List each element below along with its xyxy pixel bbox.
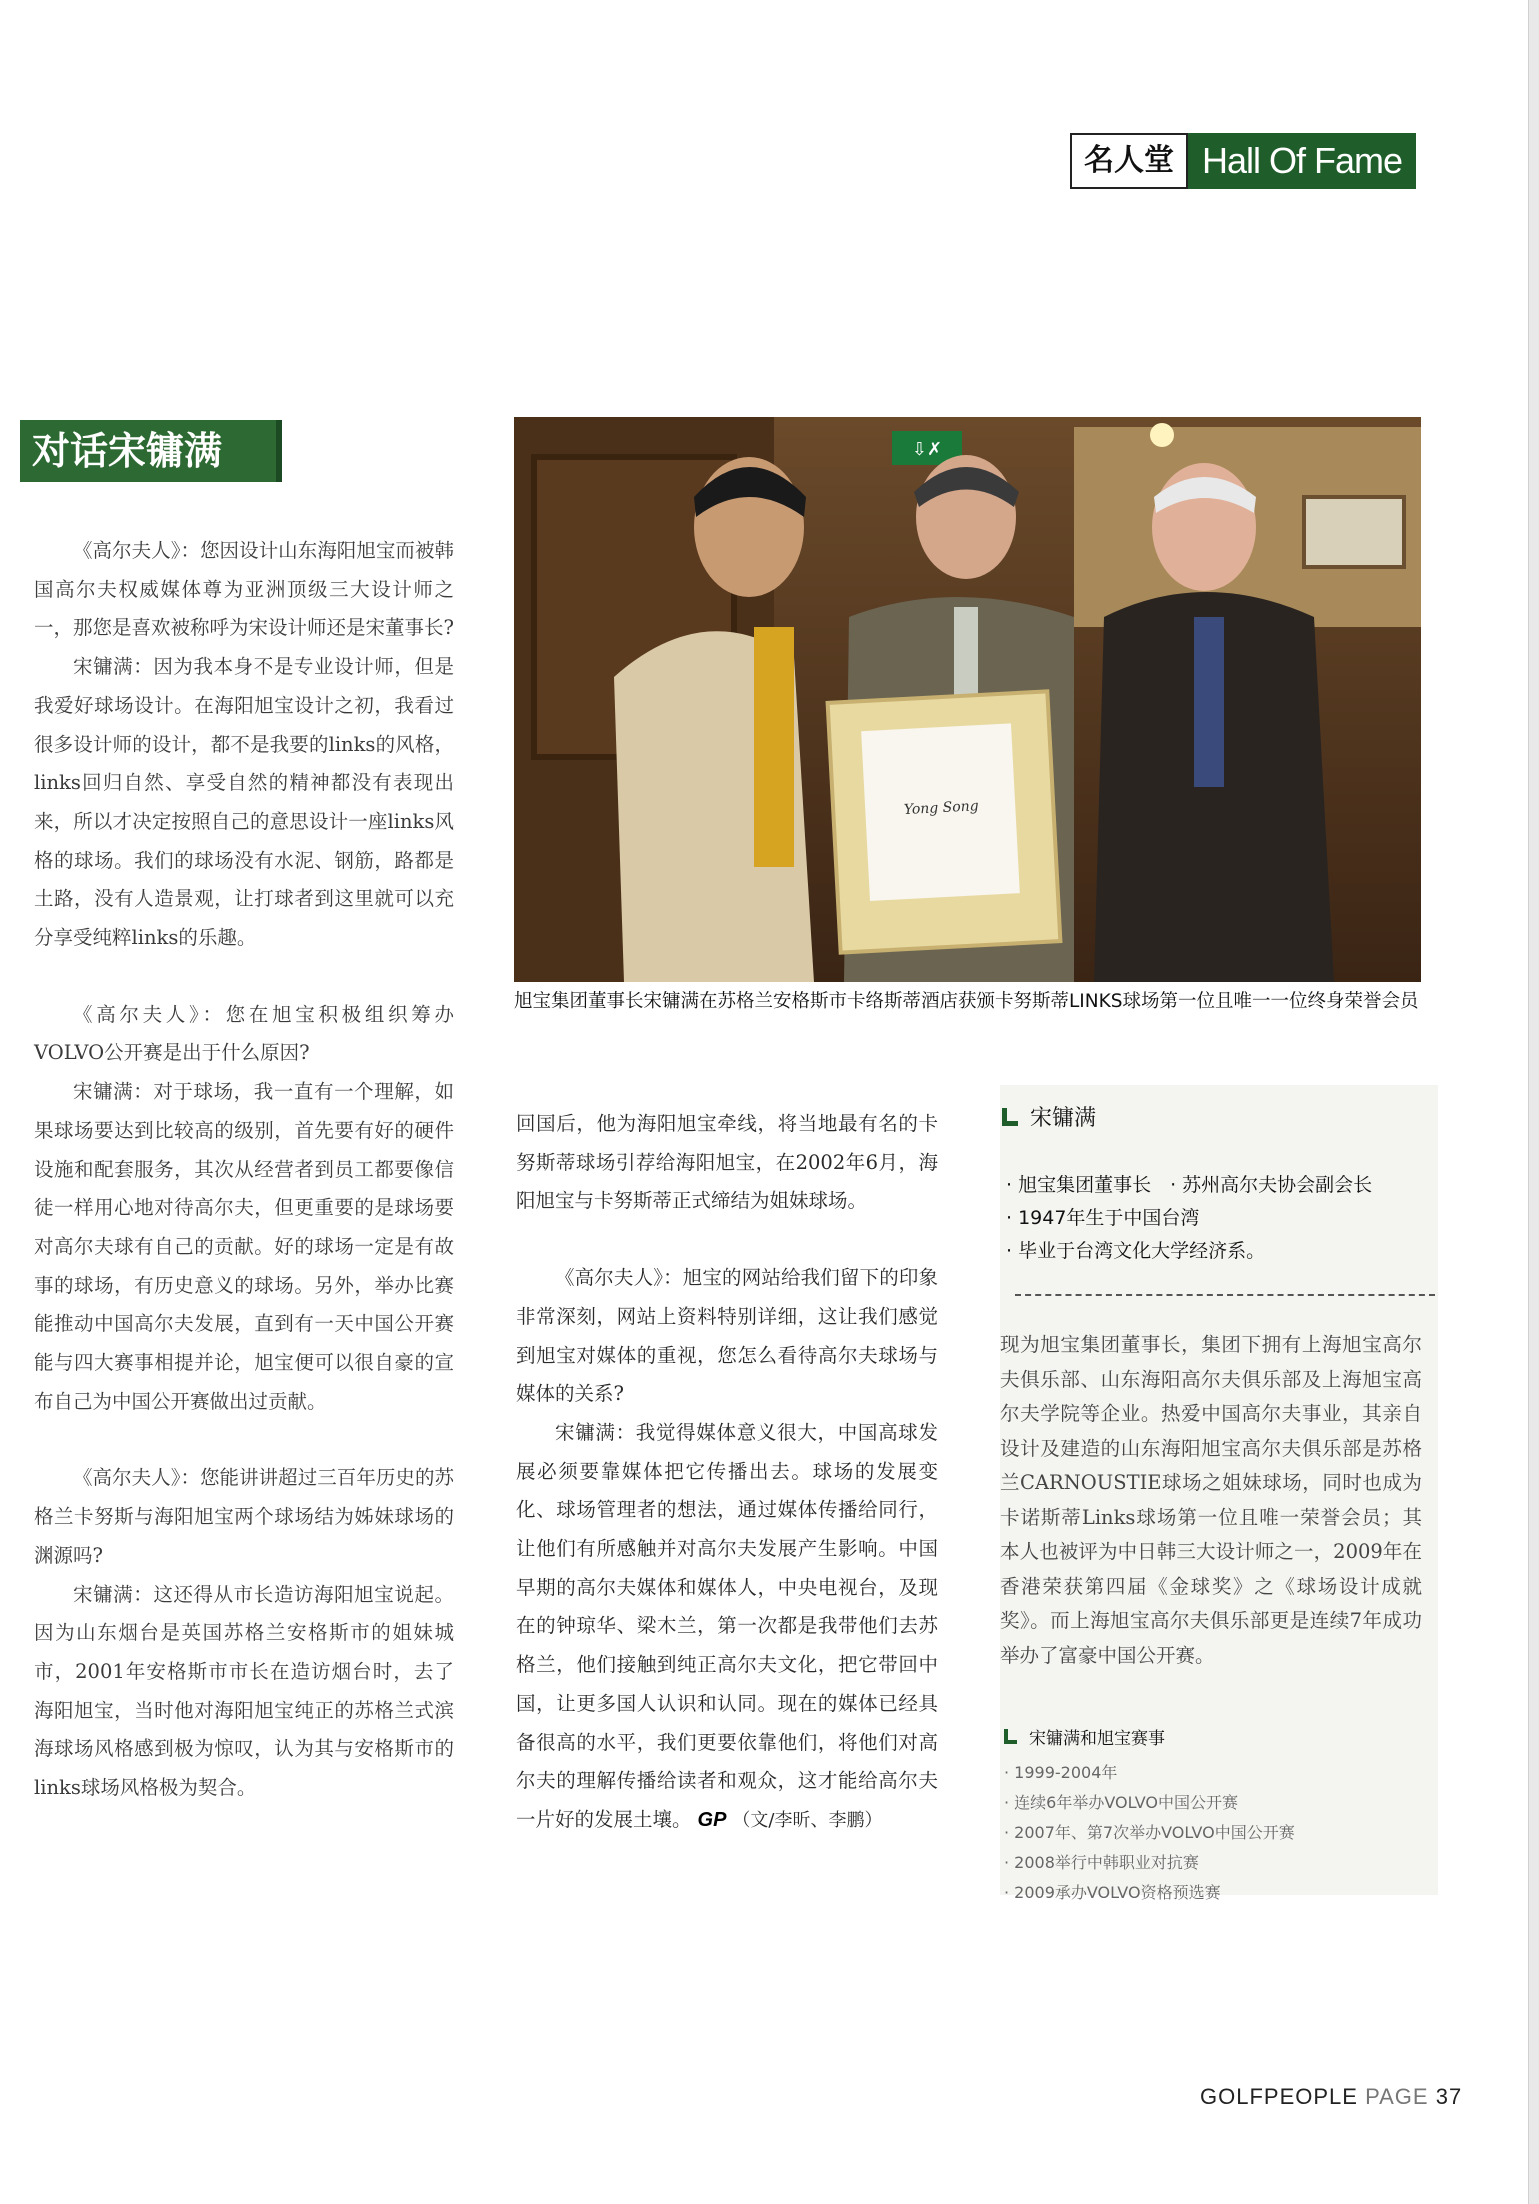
exit-sign: ⇩✗ bbox=[911, 439, 943, 460]
event-item: · 连续6年举办VOLVO中国公开赛 bbox=[1004, 1793, 1239, 1812]
sidebar-heading bbox=[1002, 1101, 1096, 1132]
paragraph-text: 宋镛满：我觉得媒体意义很大，中国高球发展必须要靠媒体把它传播出去。球场的发展变化、球场管理者的想法，通过媒体传播给同行，让他们有所感触并对高尔夫发展产生影响。中国早期的高尔夫媒体和媒体人，中央电视台，及现在的钟琼华、梁木兰，第一次都是我带他们去苏格兰，他们接触到纯正高尔夫文化，把它带回中国，让更多国人认识和认同。现在的媒体已经具备很高的水平，我们更要依靠他们，将他们对高尔夫的理解传播给读者和观众，这才能给高尔夫一片好的发展土壤。 bbox=[516, 1420, 938, 1831]
award-photo bbox=[514, 417, 1421, 982]
events-list bbox=[1004, 1758, 1424, 1908]
page-label: PAGE bbox=[1365, 2084, 1429, 2109]
paragraph: 《高尔夫人》：您在旭宝积极组织筹办VOLVO公开赛是出于什么原因? bbox=[34, 1002, 454, 1065]
heading-mark-icon bbox=[1004, 1729, 1017, 1744]
section-badge bbox=[1070, 133, 1416, 189]
paragraph: 宋镛满：因为我本身不是专业设计师，但是我爱好球场设计。在海阳旭宝设计之初，我看过很多设计师的设计，都不是我要的links的风格，links回归自然、享受自然的精神都没有表现出来，所以才决定按照自己的意思设计一座links风格的球场。我们的球场没有水泥、钢筋，路都是土路，没有人造景观，让打球者到这里就可以充分享受纯粹links的乐趣。 bbox=[34, 655, 454, 950]
event-item: · 2008举行中韩职业对抗赛 bbox=[1004, 1853, 1199, 1872]
events-heading-text: 宋镛满和旭宝赛事 bbox=[1029, 1729, 1165, 1749]
heading-mark-icon bbox=[1002, 1108, 1018, 1126]
certificate-name: Yong Song bbox=[903, 798, 980, 819]
award-photo-image bbox=[514, 417, 1421, 982]
page-spine bbox=[1528, 0, 1539, 2204]
photo-caption: 旭宝集团董事长宋镛满在苏格兰安格斯市卡络斯蒂酒店获颁卡努斯蒂LINKS球场第一位且唯一一位终身荣誉会员 bbox=[514, 991, 1419, 1012]
paragraph: 《高尔夫人》：您能讲讲超过三百年历史的苏格兰卡努斯与海阳旭宝两个球场结为姊妹球场的渊源吗? bbox=[34, 1466, 454, 1567]
gp-logo: GP bbox=[697, 1808, 727, 1831]
fact-item: · 旭宝集团董事长 · 苏州高尔夫协会副会长 bbox=[1006, 1174, 1373, 1196]
paragraph: 回国后，他为海阳旭宝牵线，将当地最有名的卡努斯蒂球场引荐给海阳旭宝，在2002年6月，海阳旭宝与卡努斯蒂正式缔结为姐妹球场。 bbox=[516, 1112, 938, 1213]
page-footer bbox=[1200, 2084, 1462, 2110]
paragraph: 《高尔夫人》：您因设计山东海阳旭宝而被韩国高尔夫权威媒体尊为亚洲顶级三大设计师之一，那您是喜欢被称呼为宋设计师还是宋董事长? bbox=[34, 539, 454, 640]
article-column-middle bbox=[516, 1105, 938, 1841]
article-title: 对话宋镛满 bbox=[20, 420, 282, 482]
event-item: · 2009承办VOLVO资格预选赛 bbox=[1004, 1883, 1221, 1902]
section-badge-en: Hall Of Fame bbox=[1188, 133, 1416, 189]
paragraph: 宋镛满：对于球场，我一直有一个理解，如果球场要达到比较高的级别，首先要有好的硬件设施和配套服务，其次从经营者到员工都要像信徒一样用心地对待高尔夫，但更重要的是球场要对高尔夫球有自己的贡献。好的球场一定是有故事的球场，有历史意义的球场。另外，举办比赛能推动中国高尔夫发展，直到有一天中国公开赛能与四大赛事相提并论，旭宝便可以很自豪的宣布自己为中国公开赛做出过贡献。 bbox=[34, 1080, 454, 1413]
article-column-left bbox=[34, 532, 454, 1808]
paragraph: 《高尔夫人》：旭宝的网站给我们留下的印象非常深刻，网站上资料特别详细，这让我们感觉到旭宝对媒体的重视，您怎么看待高尔夫球场与媒体的关系? bbox=[516, 1266, 938, 1406]
sidebar-heading-text: 宋镛满 bbox=[1030, 1106, 1097, 1131]
paragraph: 宋镛满：这还得从市长造访海阳旭宝说起。因为山东烟台是英国苏格兰安格斯市的姐妹城市，2001年安格斯市市长在造访烟台时，去了海阳旭宝，当时他对海阳旭宝纯正的苏格兰式滨海球场风格感到极为惊叹，认为其与安格斯市的links球场风格极为契合。 bbox=[34, 1582, 454, 1800]
profile-facts bbox=[1006, 1169, 1436, 1268]
fact-item: · 毕业于台湾文化大学经济系。 bbox=[1006, 1240, 1266, 1262]
fact-item: · 1947年生于中国台湾 bbox=[1006, 1207, 1200, 1229]
paragraph bbox=[516, 1414, 938, 1841]
section-badge-cn: 名人堂 bbox=[1070, 133, 1188, 189]
profile-bio: 现为旭宝集团董事长，集团下拥有上海旭宝高尔夫俱乐部、山东海阳高尔夫俱乐部及上海旭宝高尔夫学院等企业。热爱中国高尔夫事业，其亲自设计及建造的山东海阳旭宝高尔夫俱乐部是苏格兰CARNOUSTIE球场之姐妹球场，同时也成为卡诺斯蒂Links球场第一位且唯一荣誉会员；其本人也被评为中日韩三大设计师之一，2009年在香港荣获第四届《金球奖》之《球场设计成就奖》。而上海旭宝高尔夫俱乐部更是连续7年成功举办了富豪中国公开赛。 bbox=[1000, 1333, 1422, 1667]
page-number: 37 bbox=[1435, 2084, 1463, 2109]
divider bbox=[1015, 1294, 1435, 1296]
magazine-name: GOLFPEOPLE bbox=[1200, 2084, 1358, 2109]
byline: （文/李昕、李鹏） bbox=[732, 1809, 883, 1831]
event-item: · 2007年、第7次举办VOLVO中国公开赛 bbox=[1004, 1823, 1295, 1842]
events-heading bbox=[1004, 1724, 1165, 1749]
event-item: · 1999-2004年 bbox=[1004, 1763, 1118, 1782]
